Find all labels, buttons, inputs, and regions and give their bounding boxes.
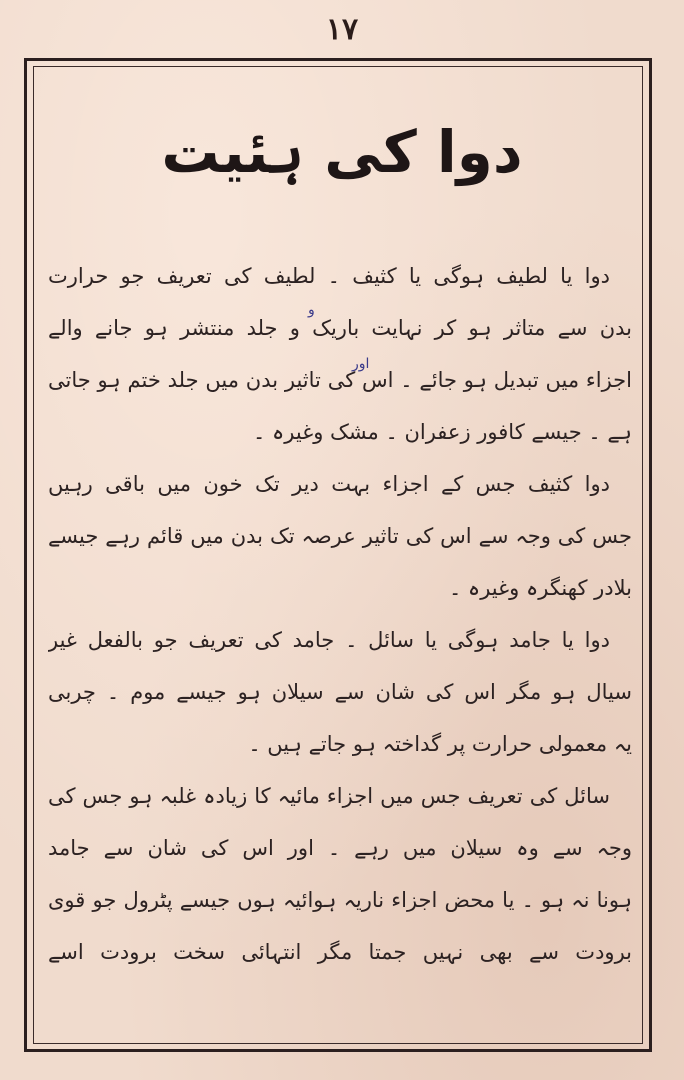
- text-line: ہونا نہ ہو ۔ یا محض اجزاء ناریہ ہوائیہ ہوں جیسے پٹرول جو قوی: [48, 888, 632, 912]
- text-line: برودت سے بھی نہیں جمتا مگر انتہائی سخت برودت اسے: [48, 940, 632, 964]
- text-line: وجہ سے وہ سیلان میں رہے ۔ اور اس کی شان سے جامد: [48, 836, 632, 860]
- text-line: سائل کی تعریف جس میں اجزاء مائیہ کا زیادہ غلبہ ہو جس کی: [48, 784, 610, 808]
- text-line: دوا یا جامد ہوگی یا سائل ۔ جامد کی تعریف جو بالفعل غیر: [48, 628, 610, 652]
- text-line: جس کی وجہ سے اس کی تاثیر عرصہ تک بدن میں قائم رہے جیسے: [48, 524, 632, 548]
- text-line: دوا کثیف جس کے اجزاء بہت دیر تک خون میں باقی رہیں: [48, 472, 610, 496]
- handwritten-annotation: و: [308, 302, 315, 318]
- text-line: اجزاء میں تبدیل ہو جائے ۔ اس کی تاثیر بدن میں جلد ختم ہو جاتی: [48, 368, 632, 392]
- text-line: یہ معمولی حرارت پر گداختہ ہو جاتے ہیں ۔: [248, 732, 632, 756]
- text-line: ہے ۔ جیسے کافور زعفران ۔ مشک وغیرہ ۔: [253, 420, 632, 444]
- body-text: [48, 250, 632, 978]
- handwritten-annotation: اور: [352, 356, 370, 372]
- text-line: سیال ہو مگر اس کی شان سے سیلان ہو جیسے موم ۔ چربی: [48, 680, 632, 704]
- page-number: ١٧: [325, 12, 359, 47]
- chapter-title: دوا کی ہئیت: [161, 118, 523, 186]
- text-line: بلادر کھنگرہ وغیرہ ۔: [448, 576, 632, 600]
- text-line: بدن سے متاثر ہو کر نہایت باریک و جلد منتشر ہو جانے والے: [48, 316, 632, 340]
- text-line: دوا یا لطیف ہوگی یا کثیف ۔ لطیف کی تعریف جو حرارت: [48, 264, 610, 288]
